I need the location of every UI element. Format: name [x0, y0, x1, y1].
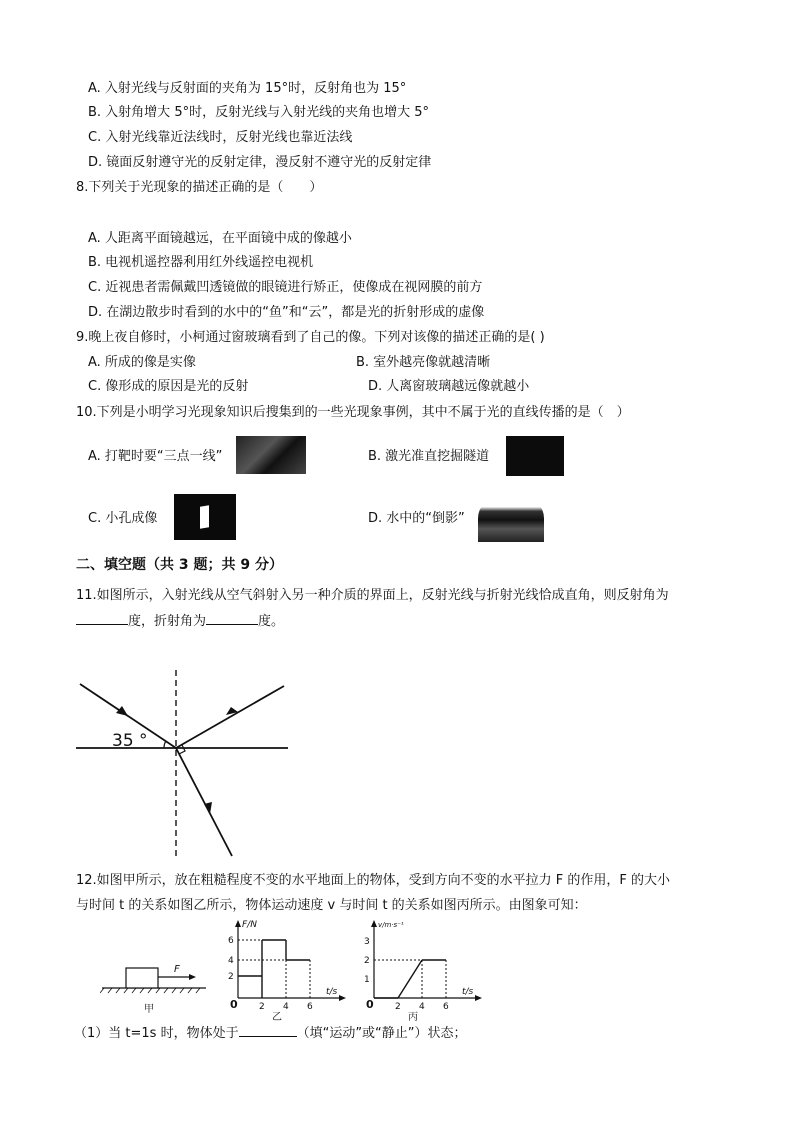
q7-option-b: B. 入射角增大 5°时，反射光线与入射光线的夹角也增大 5° [88, 105, 429, 120]
fig-jia-block [100, 950, 210, 1020]
y-axis-arrow [235, 920, 241, 927]
angle-arc [164, 741, 166, 748]
q11-line1: 11.如图所示，入射光线从空气斜射入另一种介质的界面上，反射光线与折射光线恰成直角，则反射角为 [76, 588, 669, 603]
q10-photo-laser [506, 436, 564, 476]
x-axis-label: t/s [462, 987, 474, 997]
q12-line1: 12.如图甲所示，放在粗糙程度不变的水平地面上的物体，受到方向不变的水平拉力 F 的作用，F 的大小 [76, 873, 671, 888]
y-axis-label: F/N [242, 920, 257, 930]
x-tick-6: 6 [443, 1002, 449, 1012]
reflected-ray [176, 686, 284, 748]
q8-option-b: B. 电视机遥控器利用红外线遥控电视机 [88, 255, 314, 270]
y-axis-arrow [371, 920, 377, 927]
q12-blank-1[interactable] [239, 1024, 297, 1037]
q9-option-d: D. 人离窗玻璃越远像就越小 [368, 379, 530, 394]
q10-option-a: A. 打靶时要“三点一线” [88, 449, 223, 464]
q9-option-b: B. 室外越亮像就越清晰 [356, 355, 491, 370]
y-tick-6: 6 [228, 936, 234, 946]
force-label: F [174, 964, 180, 975]
force-arrowhead [189, 974, 196, 980]
q8-option-d: D. 在湖边散步时看到的水中的“鱼”和“云”，都是光的折射形成的虚像 [88, 305, 485, 320]
angle-label: 35 ° [112, 731, 148, 751]
x-axis-label: t/s [326, 987, 338, 997]
y-tick-1: 1 [364, 975, 370, 985]
fig-bing-velocity-graph [362, 916, 488, 1024]
velocity-curve [374, 960, 446, 998]
q10-stem: 10.下列是小明学习光现象知识后搜集到的一些光现象事例，其中不属于光的直线传播的是（ ） [76, 405, 630, 420]
q8-stem: 8.下列关于光现象的描述正确的是（ ） [76, 180, 323, 195]
q12-line2: 与时间 t 的关系如图乙所示，物体运动速度 v 与时间 t 的关系如图丙所示。由图象可知： [76, 898, 587, 913]
y-tick-2: 2 [228, 972, 234, 982]
q10-option-b: B. 激光准直挖掘隧道 [368, 449, 490, 464]
q7-option-a: A. 入射光线与反射面的夹角为 15°时，反射角也为 15° [88, 81, 407, 96]
fig-yi-force-graph [226, 916, 352, 1024]
q7-option-d: D. 镜面反射遵守光的反射定律，漫反射不遵守光的反射定律 [88, 155, 432, 170]
q9-option-c: C. 像形成的原因是光的反射 [88, 379, 249, 394]
force-curve [238, 940, 310, 998]
q10-photo-pinhole [174, 494, 236, 540]
y-tick-3: 3 [364, 937, 370, 947]
q11-text-a: 度，折射角为 [128, 614, 207, 629]
q11-line2 [76, 612, 284, 631]
fig-jia-caption: 甲 [144, 1004, 154, 1015]
q11-text-b: 度。 [258, 614, 285, 629]
q8-option-c: C. 近视患者需佩戴凹透镜做的眼镜进行矫正，使像成在视网膜的前方 [88, 280, 483, 295]
incident-arrow [116, 706, 128, 716]
q12-sub1-text-a: （1）当 t=1s 时，物体处于 [74, 1026, 239, 1041]
section-heading: 二、填空题（共 3 题；共 9 分） [76, 557, 283, 573]
q9-option-a: A. 所成的像是实像 [88, 355, 196, 370]
x-axis-arrow [339, 995, 346, 1001]
y-tick-2: 2 [364, 956, 370, 966]
ground-hatching [100, 988, 200, 993]
guide-lines [238, 940, 310, 998]
y-axis-label: v/m·s⁻¹ [378, 921, 404, 929]
x-tick-2: 2 [259, 1002, 265, 1012]
q10-option-d: D. 水中的“倒影” [368, 511, 465, 526]
q11-blank-1[interactable] [76, 612, 128, 625]
origin-label: 0 [230, 998, 238, 1011]
refracted-arrow [204, 802, 212, 814]
x-tick-4: 4 [283, 1002, 289, 1012]
q10-photo-reflection [478, 498, 544, 542]
origin-label: 0 [366, 998, 374, 1011]
fig-bing-caption: 丙 [408, 1012, 418, 1023]
y-tick-4: 4 [228, 956, 234, 966]
x-tick-4: 4 [419, 1002, 425, 1012]
refracted-ray [176, 748, 232, 856]
q9-stem: 9.晚上夜自修时，小柯通过窗玻璃看到了自己的像。下列对该像的描述正确的是( ) [76, 330, 545, 345]
q12-sub1-text-b: （填“运动”或“静止”）状态； [296, 1026, 467, 1041]
q11-blank-2[interactable] [206, 612, 258, 625]
q11-refraction-diagram [70, 666, 300, 862]
x-tick-6: 6 [307, 1002, 313, 1012]
object-block [126, 968, 158, 988]
q10-photo-shooting [236, 436, 306, 474]
q10-option-c: C. 小孔成像 [88, 511, 158, 526]
q12-sub1 [74, 1024, 467, 1043]
fig-yi-caption: 乙 [272, 1012, 282, 1023]
x-tick-2: 2 [395, 1002, 401, 1012]
q7-option-c: C. 入射光线靠近法线时，反射光线也靠近法线 [88, 130, 353, 145]
q8-option-a: A. 人距离平面镜越远，在平面镜中成的像越小 [88, 231, 352, 246]
x-axis-arrow [475, 995, 482, 1001]
